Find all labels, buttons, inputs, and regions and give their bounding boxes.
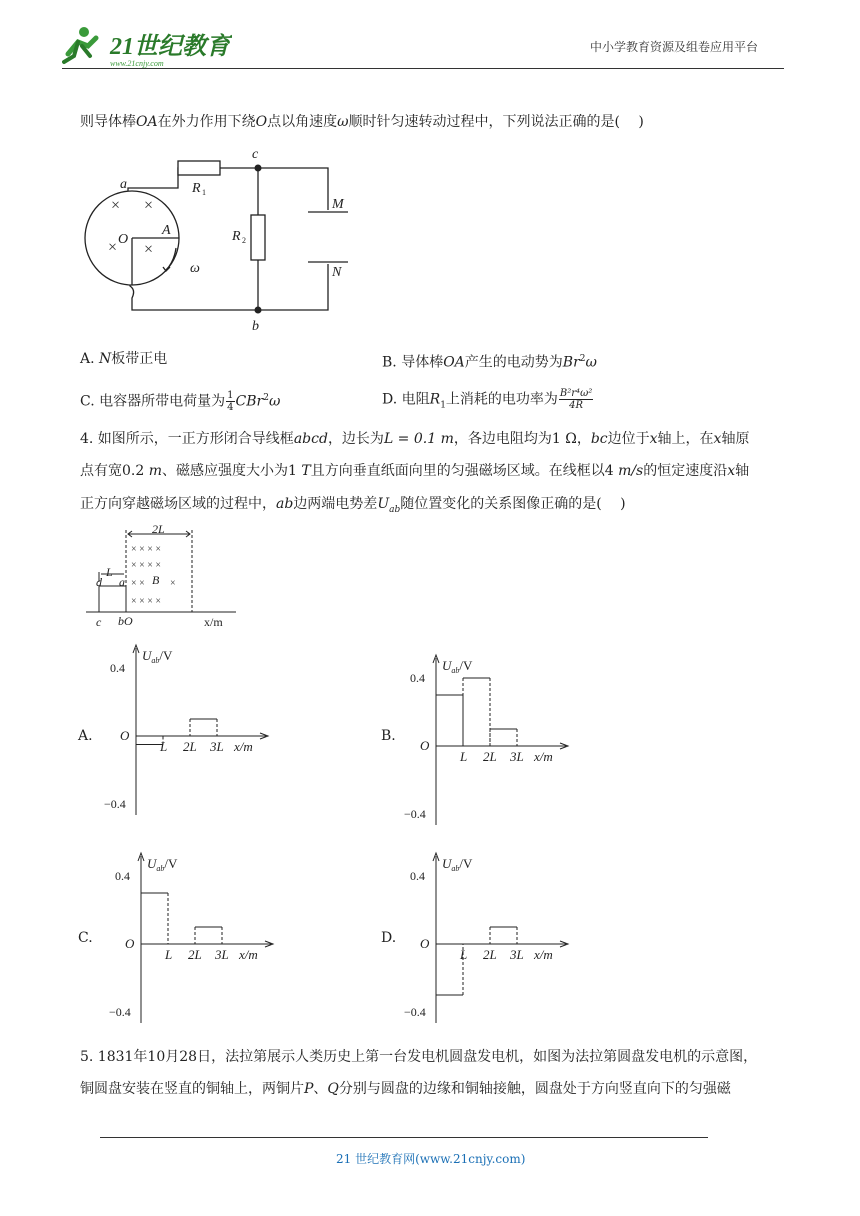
q3-option-d[interactable]: D. 电阻$R_1$上消耗的电功率为 $\frac{\text{B²r⁴ω²}}{4R}$ [382, 388, 593, 411]
tick-label-pos: 0.4 [110, 661, 125, 675]
label-R1-sub: 1 [202, 188, 206, 197]
tick-label-2L: 2L [483, 947, 497, 962]
q3-option-b[interactable]: B. 导体棒OA产生的电动势为Br$^2$ω [382, 354, 597, 371]
q5-line-1: 5. 1831年10月28日，法拉第展示人类历史上第一台发电机圆盘发电机，如图为法拉第圆盘发电机的示意图， [80, 1049, 758, 1065]
tick-label-3L: 3L [215, 947, 229, 962]
tick-label-neg: −0.4 [404, 1005, 426, 1019]
y-axis-label: $U_{ab}/V$ [142, 648, 173, 665]
header-divider [62, 68, 784, 69]
tick-label-3L: 3L [510, 947, 524, 962]
q3-circuit-figure [80, 140, 360, 340]
q4-graph-a [100, 640, 280, 820]
q4-option-b[interactable]: B. [381, 728, 396, 744]
x-axis-label: x/m [239, 947, 258, 962]
svg-text:×: × [144, 197, 154, 214]
tick-label-L: L [460, 749, 468, 764]
runner-logo-icon [62, 24, 232, 68]
q4-option-c[interactable]: C. [78, 930, 93, 946]
label-d: d [96, 575, 102, 589]
tick-label-pos: 0.4 [410, 869, 425, 883]
q4-line-3: 正方向穿越磁场区域的过程中，ab边两端电势差$U_{ab}$随位置变化的关系图像正确的是( ) [80, 496, 626, 515]
label-R2: R [232, 229, 241, 244]
x-axis-label: x/m [534, 749, 553, 764]
q3-intro: 则导体棒OA在外力作用下绕O点以角速度ω顺时针匀速转动过程中，下列说法正确的是( ) [80, 114, 644, 130]
tick-label-3L: 3L [510, 749, 524, 764]
svg-text:×: × [144, 241, 154, 258]
svg-text:× × × ×: × × × × [131, 544, 162, 555]
tick-label-neg: −0.4 [104, 797, 126, 811]
x-axis-label: x/m [534, 947, 553, 962]
label-2L: 2L [152, 524, 165, 536]
origin-label: O [420, 738, 430, 753]
svg-text:×: × [170, 578, 176, 589]
tick-label-L: L [165, 947, 173, 962]
label-L: L [106, 565, 113, 579]
y-axis-label: $U_{ab}/V$ [442, 658, 473, 675]
svg-text:× ×: × × [131, 578, 145, 589]
y-axis-label: $U_{ab}/V$ [442, 856, 473, 873]
header-title: 中小学教育资源及组卷应用平台 [590, 40, 759, 54]
footer-divider [100, 1137, 708, 1138]
origin-label: O [120, 728, 130, 743]
q4-graph-b [400, 650, 580, 830]
label-b: b [252, 319, 259, 334]
label-R2-sub: 2 [242, 236, 246, 245]
label-R1: R [192, 181, 201, 196]
svg-text:×: × [111, 197, 121, 214]
tick-label-neg: −0.4 [109, 1005, 131, 1019]
label-omega: ω [190, 261, 200, 276]
label-c: c [252, 147, 259, 162]
label-xm: x/m [204, 615, 223, 629]
svg-text:× × × ×: × × × × [131, 596, 162, 607]
x-axis-label: x/m [234, 739, 253, 754]
q4-graph-c [105, 848, 285, 1028]
label-A: A [162, 223, 171, 238]
q4-line-2: 点有宽0.2 m、磁感应强度大小为1 T且方向垂直纸面向里的匀强磁场区域。在线框以4 m/s的恒定速度沿x轴 [80, 463, 750, 479]
label-O: O [118, 232, 129, 247]
tick-label-2L: 2L [483, 749, 497, 764]
tick-label-2L: 2L [188, 947, 202, 962]
label-bO: bO [118, 614, 133, 628]
q4-option-d[interactable]: D. [381, 930, 397, 946]
tick-label-L: L [460, 947, 468, 962]
origin-label: O [420, 936, 430, 951]
q5-line-2: 铜圆盘安装在竖直的铜轴上，两铜片P、Q分别与圆盘的边缘和铜轴接触，圆盘处于方向竖直向下的匀强磁 [80, 1081, 731, 1097]
y-axis-label: $U_{ab}/V$ [147, 856, 178, 873]
q4-option-a[interactable]: A. [78, 728, 93, 744]
tick-label-L: L [160, 739, 168, 754]
tick-label-pos: 0.4 [410, 671, 425, 685]
label-B: B [152, 573, 160, 587]
tick-label-2L: 2L [183, 739, 197, 754]
q3-option-c[interactable]: C. 电容器所带电荷量为 $\frac{1}{4}$ CBr$^2$ω [80, 390, 281, 414]
logo-url: www.21cnjy.com [110, 59, 164, 68]
label-a: a [120, 177, 127, 192]
q3-option-a[interactable]: A. N板带正电 [80, 351, 168, 367]
logo [62, 24, 232, 68]
q4-graph-d [400, 848, 580, 1028]
tick-label-neg: −0.4 [404, 807, 426, 821]
origin-label: O [125, 936, 135, 951]
label-a: a [119, 575, 125, 589]
logo-text: 21世纪教育 [110, 34, 230, 60]
svg-text:× × × ×: × × × × [131, 560, 162, 571]
svg-text:×: × [108, 239, 118, 256]
q4-line-1: 4. 如图所示，一正方形闭合导线框abcd，边长为L = 0.1 m，各边电阻均为1 Ω，bc边位于x轴上，在x轴原 [80, 431, 750, 447]
tick-label-3L: 3L [210, 739, 224, 754]
tick-label-pos: 0.4 [115, 869, 130, 883]
footer-text: 21 世纪教育网(www.21cnjy.com) [336, 1152, 526, 1166]
q4-field-figure [86, 524, 246, 632]
label-M: M [332, 197, 344, 212]
label-c: c [96, 615, 102, 629]
label-N: N [332, 265, 342, 280]
